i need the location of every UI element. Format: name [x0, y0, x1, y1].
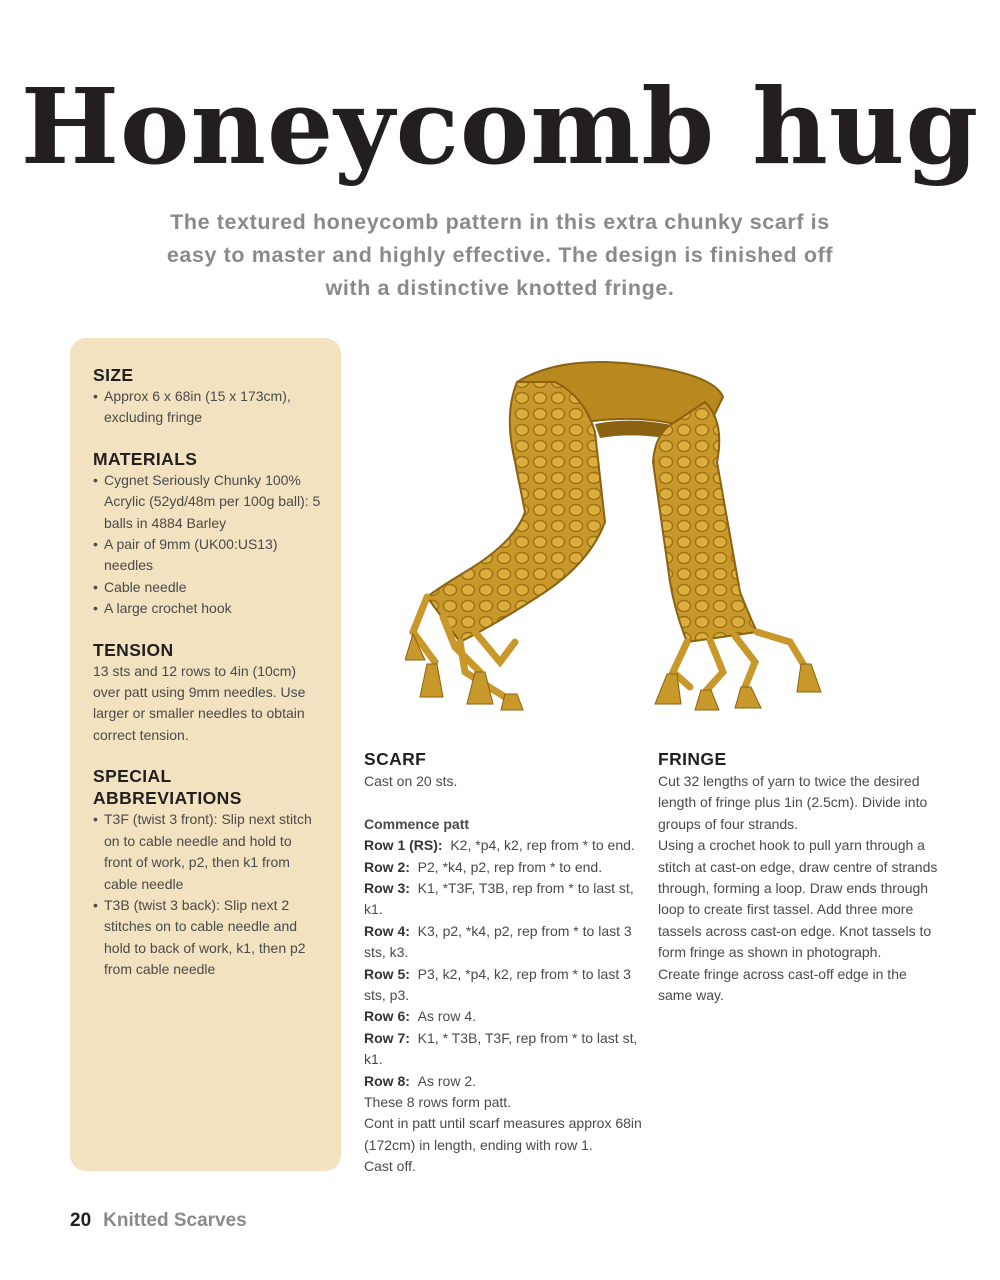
info-sidebar: [70, 338, 341, 1171]
scarf-instructions: [364, 748, 644, 1178]
page-title: Honeycomb hug: [20, 65, 980, 188]
scarf-heading: SCARF: [364, 749, 427, 769]
abbreviation-item: • T3B (twist 3 back): Slip next 2 stitches on to cable needle and hold to back of work, k1, then p2 from cable needle: [93, 895, 323, 981]
pattern-row: Row 8: As row 2.: [364, 1072, 477, 1089]
fringe-paragraph: Using a crochet hook to pull yarn through a stitch at cast-on edge, draw centre of strands through, forming a loop. Draw ends through loop to create first tassel. Add three more tassels across cast-on edge. Knot tassels to form fringe as shown in photograph.: [658, 837, 938, 961]
cast-on-text: Cast on 20 sts.: [364, 773, 458, 789]
pattern-row: Row 1 (RS): K2, *p4, k2, rep from * to end.: [364, 837, 635, 854]
materials-item: • Cygnet Seriously Chunky 100% Acrylic (52yd/48m per 100g ball): 5 balls in 4884 Barley: [93, 470, 323, 534]
fringe-paragraph: Cut 32 lengths of yarn to twice the desired length of fringe plus 1in (2.5cm). Divide into groups of four strands.: [658, 773, 928, 832]
size-item: • Approx 6 x 68in (15 x 173cm), excluding fringe: [93, 386, 323, 429]
size-heading: SIZE: [93, 365, 134, 385]
page-footer: [70, 1210, 247, 1232]
materials-item: • Cable needle: [93, 577, 323, 598]
closing-text: Cast off.: [364, 1158, 416, 1175]
abbreviation-item: • T3F (twist 3 front): Slip next stitch on to cable needle and hold to front of work, p2, then k1 from cable needle: [93, 809, 323, 895]
commence-heading: Commence patt: [364, 815, 470, 832]
tension-heading: TENSION: [93, 639, 174, 660]
fringe-instructions: [658, 748, 938, 1006]
pattern-row: Row 4: K3, p2, *k4, p2, rep from * to last 3 sts, k3.: [364, 922, 632, 961]
pattern-row: Row 5: P3, k2, *p4, k2, rep from * to last 3 sts, p3.: [364, 965, 631, 1004]
materials-heading: MATERIALS: [93, 448, 198, 469]
materials-item: • A pair of 9mm (UK00:US13) needles: [93, 534, 323, 577]
abbreviations-list: [93, 809, 323, 980]
pattern-row: Row 3: K1, *T3F, T3B, rep from * to last st, k1.: [364, 880, 634, 918]
fringe-paragraph: Create fringe across cast-off edge in the same way.: [658, 965, 907, 1004]
materials-item: • A large crochet hook: [93, 598, 323, 619]
closing-text: These 8 rows form patt.: [364, 1094, 512, 1111]
tension-text: 13 sts and 12 rows to 4in (10cm) over patt using 9mm needles. Use larger or smaller needles to obtain correct tension.: [93, 662, 306, 743]
pattern-row: Row 2: P2, *k4, p2, rep from * to end.: [364, 858, 603, 875]
closing-text: Cont in patt until scarf measures approx 68in (172cm) in length, ending with row 1.: [364, 1115, 642, 1153]
scarf-photo: [405, 342, 825, 712]
fringe-heading: FRINGE: [658, 749, 727, 769]
materials-list: [93, 470, 323, 620]
intro-paragraph: The textured honeycomb pattern in this extra chunky scarf is easy to master and highly effective. The design is finished off with a distinctive knotted fringe.: [166, 210, 834, 300]
abbreviations-heading: SPECIAL ABBREVIATIONS: [93, 766, 242, 809]
page-number: 20: [70, 1210, 92, 1231]
pattern-row: Row 6: As row 4.: [364, 1008, 477, 1025]
pattern-row: Row 7: K1, * T3B, T3F, rep from * to last st, k1.: [364, 1029, 638, 1068]
section-title: Knitted Scarves: [103, 1210, 247, 1231]
size-list: [93, 386, 323, 429]
